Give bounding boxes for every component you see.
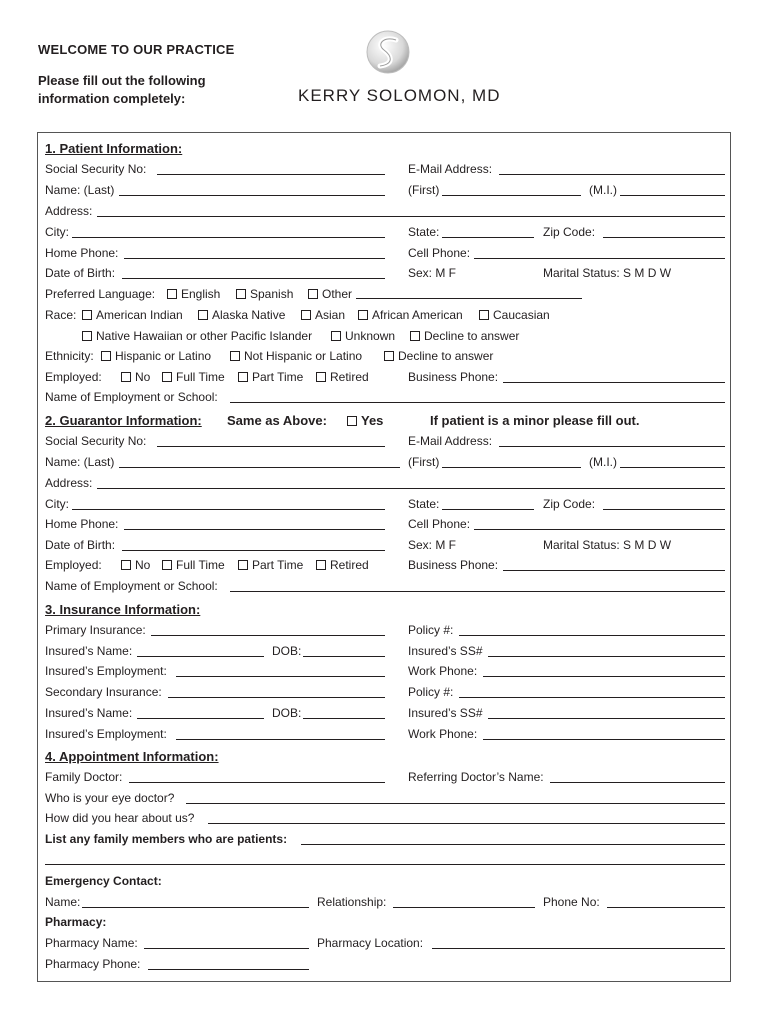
option-label: African American [372, 308, 463, 322]
patient-city-field[interactable] [72, 237, 385, 238]
secondary-insurance-field[interactable] [168, 697, 385, 698]
primary-insured-dob-label: DOB: [272, 644, 302, 658]
option-label: Alaska Native [212, 308, 286, 322]
checkbox[interactable] [162, 372, 172, 382]
patient-state-field[interactable] [442, 237, 534, 238]
practice-name: KERRY SOLOMON, MD [298, 86, 501, 105]
patient-first-name-label: (First) [408, 183, 440, 197]
section-title-patient: 1. Patient Information: [45, 141, 183, 156]
secondary-insured-dob-label: DOB: [272, 706, 302, 720]
guarantor-mi-label: (M.I.) [589, 455, 617, 469]
patient-dob-label: Date of Birth: [45, 266, 116, 280]
checkbox[interactable] [198, 310, 208, 320]
option-label: Hispanic or Latino [115, 349, 212, 363]
welcome-heading: WELCOME TO OUR PRACTICE [38, 42, 235, 57]
guarantor-employed-retired[interactable] [316, 558, 369, 572]
guarantor-address-field[interactable] [97, 488, 725, 489]
patient-employed-part-time[interactable] [238, 370, 303, 384]
patient-home-phone-field[interactable] [124, 258, 385, 259]
primary-insured-name-field[interactable] [137, 656, 264, 657]
secondary-insured-employment-label: Insured’s Employment: [45, 727, 167, 741]
patient-zip-label: Zip Code: [543, 225, 596, 239]
option-label: Part Time [252, 370, 304, 384]
guarantor-employed-label: Employed: [45, 558, 102, 572]
race-option-decline[interactable] [410, 329, 519, 343]
hear-about-us-label: How did you hear about us? [45, 811, 195, 825]
option-label: Retired [330, 558, 369, 572]
patient-home-phone-label: Home Phone: [45, 246, 119, 260]
guarantor-address-label: Address: [45, 476, 93, 490]
primary-insured-employment-field[interactable] [176, 676, 385, 677]
patient-dob-field[interactable] [122, 278, 385, 279]
guarantor-email-field[interactable] [499, 446, 725, 447]
option-label: Caucasian [493, 308, 550, 322]
emergency-phone-field[interactable] [607, 907, 725, 908]
patient-email-field[interactable] [499, 174, 725, 175]
option-label: Retired [330, 370, 369, 384]
guarantor-employment-school-label: Name of Employment or School: [45, 579, 218, 593]
form-border [37, 132, 731, 982]
guarantor-state-label: State: [408, 497, 440, 511]
family-members-field[interactable] [301, 844, 725, 845]
guarantor-ssn-label: Social Security No: [45, 434, 147, 448]
emergency-name-label: Name: [45, 895, 81, 909]
race-option-american-indian[interactable] [82, 308, 183, 322]
patient-address-field[interactable] [97, 216, 725, 217]
secondary-insurance-label: Secondary Insurance: [45, 685, 162, 699]
patient-cell-phone-field[interactable] [474, 258, 725, 259]
checkbox[interactable] [410, 331, 420, 341]
guarantor-zip-label: Zip Code: [543, 497, 596, 511]
ethnicity-label: Ethnicity: [45, 349, 94, 363]
patient-zip-field[interactable] [603, 237, 725, 238]
checkbox[interactable] [308, 289, 318, 299]
instructions-text: Please fill out the following information completely: [38, 73, 206, 106]
emergency-relationship-field[interactable] [393, 907, 535, 908]
checkbox[interactable] [331, 331, 341, 341]
guarantor-business-phone-field[interactable] [503, 570, 725, 571]
guarantor-mi-field[interactable] [620, 467, 725, 468]
patient-ssn-label: Social Security No: [45, 162, 147, 176]
checkbox[interactable] [238, 372, 248, 382]
pharmacy-phone-label: Pharmacy Phone: [45, 957, 141, 971]
patient-employed-full-time[interactable] [162, 370, 225, 384]
patient-employed-no[interactable] [121, 370, 150, 384]
eye-doctor-label: Who is your eye doctor? [45, 791, 175, 805]
referring-doctor-label: Referring Doctor’s Name: [408, 770, 544, 784]
family-doctor-field[interactable] [129, 782, 385, 783]
pharmacy-phone-field[interactable] [148, 969, 309, 970]
language-option-other[interactable] [308, 287, 352, 301]
guarantor-last-name-label: Name: (Last) [45, 455, 115, 469]
patient-mi-label: (M.I.) [589, 183, 617, 197]
hear-about-us-field[interactable] [208, 823, 725, 824]
guarantor-zip-field[interactable] [603, 509, 725, 510]
guarantor-first-name-field[interactable] [442, 467, 581, 468]
secondary-insured-ss-field[interactable] [488, 718, 725, 719]
race-option-unknown[interactable] [331, 329, 395, 343]
guarantor-business-phone-label: Business Phone: [408, 558, 499, 572]
patient-business-phone-field[interactable] [503, 382, 725, 383]
guarantor-sex-options[interactable]: Sex: M F [408, 538, 457, 552]
primary-insured-ss-label: Insured’s SS# [408, 644, 483, 658]
race-option-native-hawaiian[interactable] [82, 329, 312, 343]
option-label: Decline to answer [424, 329, 520, 343]
primary-insured-dob-field[interactable] [303, 656, 385, 657]
checkbox[interactable] [121, 560, 131, 570]
pharmacy-name-label: Pharmacy Name: [45, 936, 138, 950]
guarantor-first-name-label: (First) [408, 455, 440, 469]
same-as-above-label: Same as Above: [227, 413, 327, 428]
guarantor-cell-phone-label: Cell Phone: [408, 517, 471, 531]
checkbox[interactable] [316, 372, 326, 382]
guarantor-employed-full-time[interactable] [162, 558, 225, 572]
primary-work-phone-label: Work Phone: [408, 664, 478, 678]
secondary-work-phone-label: Work Phone: [408, 727, 478, 741]
primary-insurance-label: Primary Insurance: [45, 623, 146, 637]
emergency-relationship-label: Relationship: [317, 895, 387, 909]
guarantor-marital-status-options[interactable]: Marital Status: S M D W [543, 538, 672, 552]
practice-logo [366, 30, 410, 74]
checkbox[interactable] [236, 289, 246, 299]
option-label: Not Hispanic or Latino [244, 349, 363, 363]
preferred-language-label: Preferred Language: [45, 287, 156, 301]
checkbox[interactable] [347, 416, 357, 426]
option-label: Unknown [345, 329, 396, 343]
patient-email-label: E-Mail Address: [408, 162, 493, 176]
secondary-insured-employment-field[interactable] [176, 739, 385, 740]
language-option-spanish[interactable] [236, 287, 293, 301]
guarantor-home-phone-label: Home Phone: [45, 517, 119, 531]
referring-doctor-field[interactable] [550, 782, 725, 783]
race-option-asian[interactable] [301, 308, 345, 322]
language-option-english[interactable] [167, 287, 220, 301]
checkbox[interactable] [479, 310, 489, 320]
ethnicity-option-decline[interactable] [384, 349, 493, 363]
section-title-guarantor: 2. Guarantor Information: [45, 413, 202, 428]
guarantor-last-name-field[interactable] [119, 467, 400, 468]
option-label: Other [322, 287, 353, 301]
family-members-field-line-2[interactable] [45, 864, 725, 865]
primary-policy-field[interactable] [459, 635, 725, 636]
guarantor-ssn-field[interactable] [157, 446, 385, 447]
primary-insured-name-label: Insured’s Name: [45, 644, 133, 658]
pharmacy-label: Pharmacy: [45, 915, 107, 929]
checkbox[interactable] [162, 560, 172, 570]
option-label: Full Time [176, 370, 225, 384]
family-members-label: List any family members who are patients: [45, 832, 288, 846]
guarantor-dob-field[interactable] [122, 550, 385, 551]
primary-work-phone-field[interactable] [483, 676, 725, 677]
pharmacy-location-label: Pharmacy Location: [317, 936, 424, 950]
guarantor-state-field[interactable] [442, 509, 534, 510]
secondary-work-phone-field[interactable] [483, 739, 725, 740]
emergency-phone-label: Phone No: [543, 895, 600, 909]
secondary-insured-dob-field[interactable] [303, 718, 385, 719]
emergency-contact-label: Emergency Contact: [45, 874, 162, 888]
guarantor-email-label: E-Mail Address: [408, 434, 493, 448]
race-option-african-american[interactable] [358, 308, 463, 322]
patient-mi-field[interactable] [620, 195, 725, 196]
secondary-insured-ss-label: Insured’s SS# [408, 706, 483, 720]
same-as-above-yes-option[interactable] [347, 413, 383, 428]
option-label: Part Time [252, 558, 304, 572]
option-label: Spanish [250, 287, 294, 301]
eye-doctor-field[interactable] [186, 803, 725, 804]
patient-state-label: State: [408, 225, 440, 239]
patient-employment-school-field[interactable] [230, 402, 725, 403]
ethnicity-option-hispanic[interactable] [101, 349, 211, 363]
patient-address-label: Address: [45, 204, 93, 218]
option-label: No [135, 558, 151, 572]
guarantor-cell-phone-field[interactable] [474, 529, 725, 530]
option-label: Asian [315, 308, 346, 322]
guarantor-employed-no[interactable] [121, 558, 150, 572]
checkbox[interactable] [82, 331, 92, 341]
checkbox[interactable] [384, 351, 394, 361]
checkbox[interactable] [358, 310, 368, 320]
guarantor-employment-school-field[interactable] [230, 591, 725, 592]
patient-sex-options[interactable]: Sex: M F [408, 266, 457, 280]
secondary-insured-name-label: Insured’s Name: [45, 706, 133, 720]
option-label: American Indian [96, 308, 183, 322]
guarantor-city-label: City: [45, 497, 69, 511]
guarantor-home-phone-field[interactable] [124, 529, 385, 530]
section-title-appointment: 4. Appointment Information: [45, 749, 219, 764]
pharmacy-location-field[interactable] [432, 948, 725, 949]
primary-policy-label: Policy #: [408, 623, 454, 637]
checkbox[interactable] [101, 351, 111, 361]
minor-note: If patient is a minor please fill out. [430, 413, 640, 428]
patient-business-phone-label: Business Phone: [408, 370, 499, 384]
family-doctor-label: Family Doctor: [45, 770, 123, 784]
patient-cell-phone-label: Cell Phone: [408, 246, 471, 260]
patient-employed-label: Employed: [45, 370, 102, 384]
checkbox[interactable] [167, 289, 177, 299]
race-label: Race: [45, 308, 77, 322]
patient-city-label: City: [45, 225, 69, 239]
option-label: Decline to answer [398, 349, 494, 363]
primary-insured-ss-field[interactable] [488, 656, 725, 657]
primary-insured-employment-label: Insured’s Employment: [45, 664, 167, 678]
patient-marital-status-options[interactable]: Marital Status: S M D W [543, 266, 672, 280]
race-option-alaska-native[interactable] [198, 308, 285, 322]
option-label: No [135, 370, 151, 384]
patient-employed-retired[interactable] [316, 370, 369, 384]
checkbox[interactable] [230, 351, 240, 361]
language-other-field[interactable] [356, 298, 582, 299]
option-label: Full Time [176, 558, 225, 572]
emergency-name-field[interactable] [82, 907, 309, 908]
section-title-insurance: 3. Insurance Information: [45, 602, 201, 617]
option-label: English [181, 287, 221, 301]
checkbox[interactable] [301, 310, 311, 320]
race-option-caucasian[interactable] [479, 308, 550, 322]
patient-employment-school-label: Name of Employment or School: [45, 390, 218, 404]
patient-last-name-label: Name: (Last) [45, 183, 115, 197]
primary-insurance-field[interactable] [151, 635, 385, 636]
pharmacy-name-field[interactable] [144, 948, 309, 949]
secondary-policy-label: Policy #: [408, 685, 454, 699]
checkbox[interactable] [82, 310, 92, 320]
checkbox[interactable] [121, 372, 131, 382]
ethnicity-option-not-hispanic[interactable] [230, 349, 362, 363]
option-label: Yes [361, 413, 384, 428]
option-label: Native Hawaiian or other Pacific Islander [96, 329, 313, 343]
guarantor-city-field[interactable] [72, 509, 385, 510]
checkbox[interactable] [316, 560, 326, 570]
patient-ssn-field[interactable] [157, 174, 385, 175]
guarantor-employed-part-time[interactable] [238, 558, 303, 572]
checkbox[interactable] [238, 560, 248, 570]
guarantor-dob-label: Date of Birth: [45, 538, 116, 552]
secondary-policy-field[interactable] [459, 697, 725, 698]
patient-last-name-field[interactable] [119, 195, 385, 196]
patient-first-name-field[interactable] [442, 195, 581, 196]
secondary-insured-name-field[interactable] [137, 718, 264, 719]
